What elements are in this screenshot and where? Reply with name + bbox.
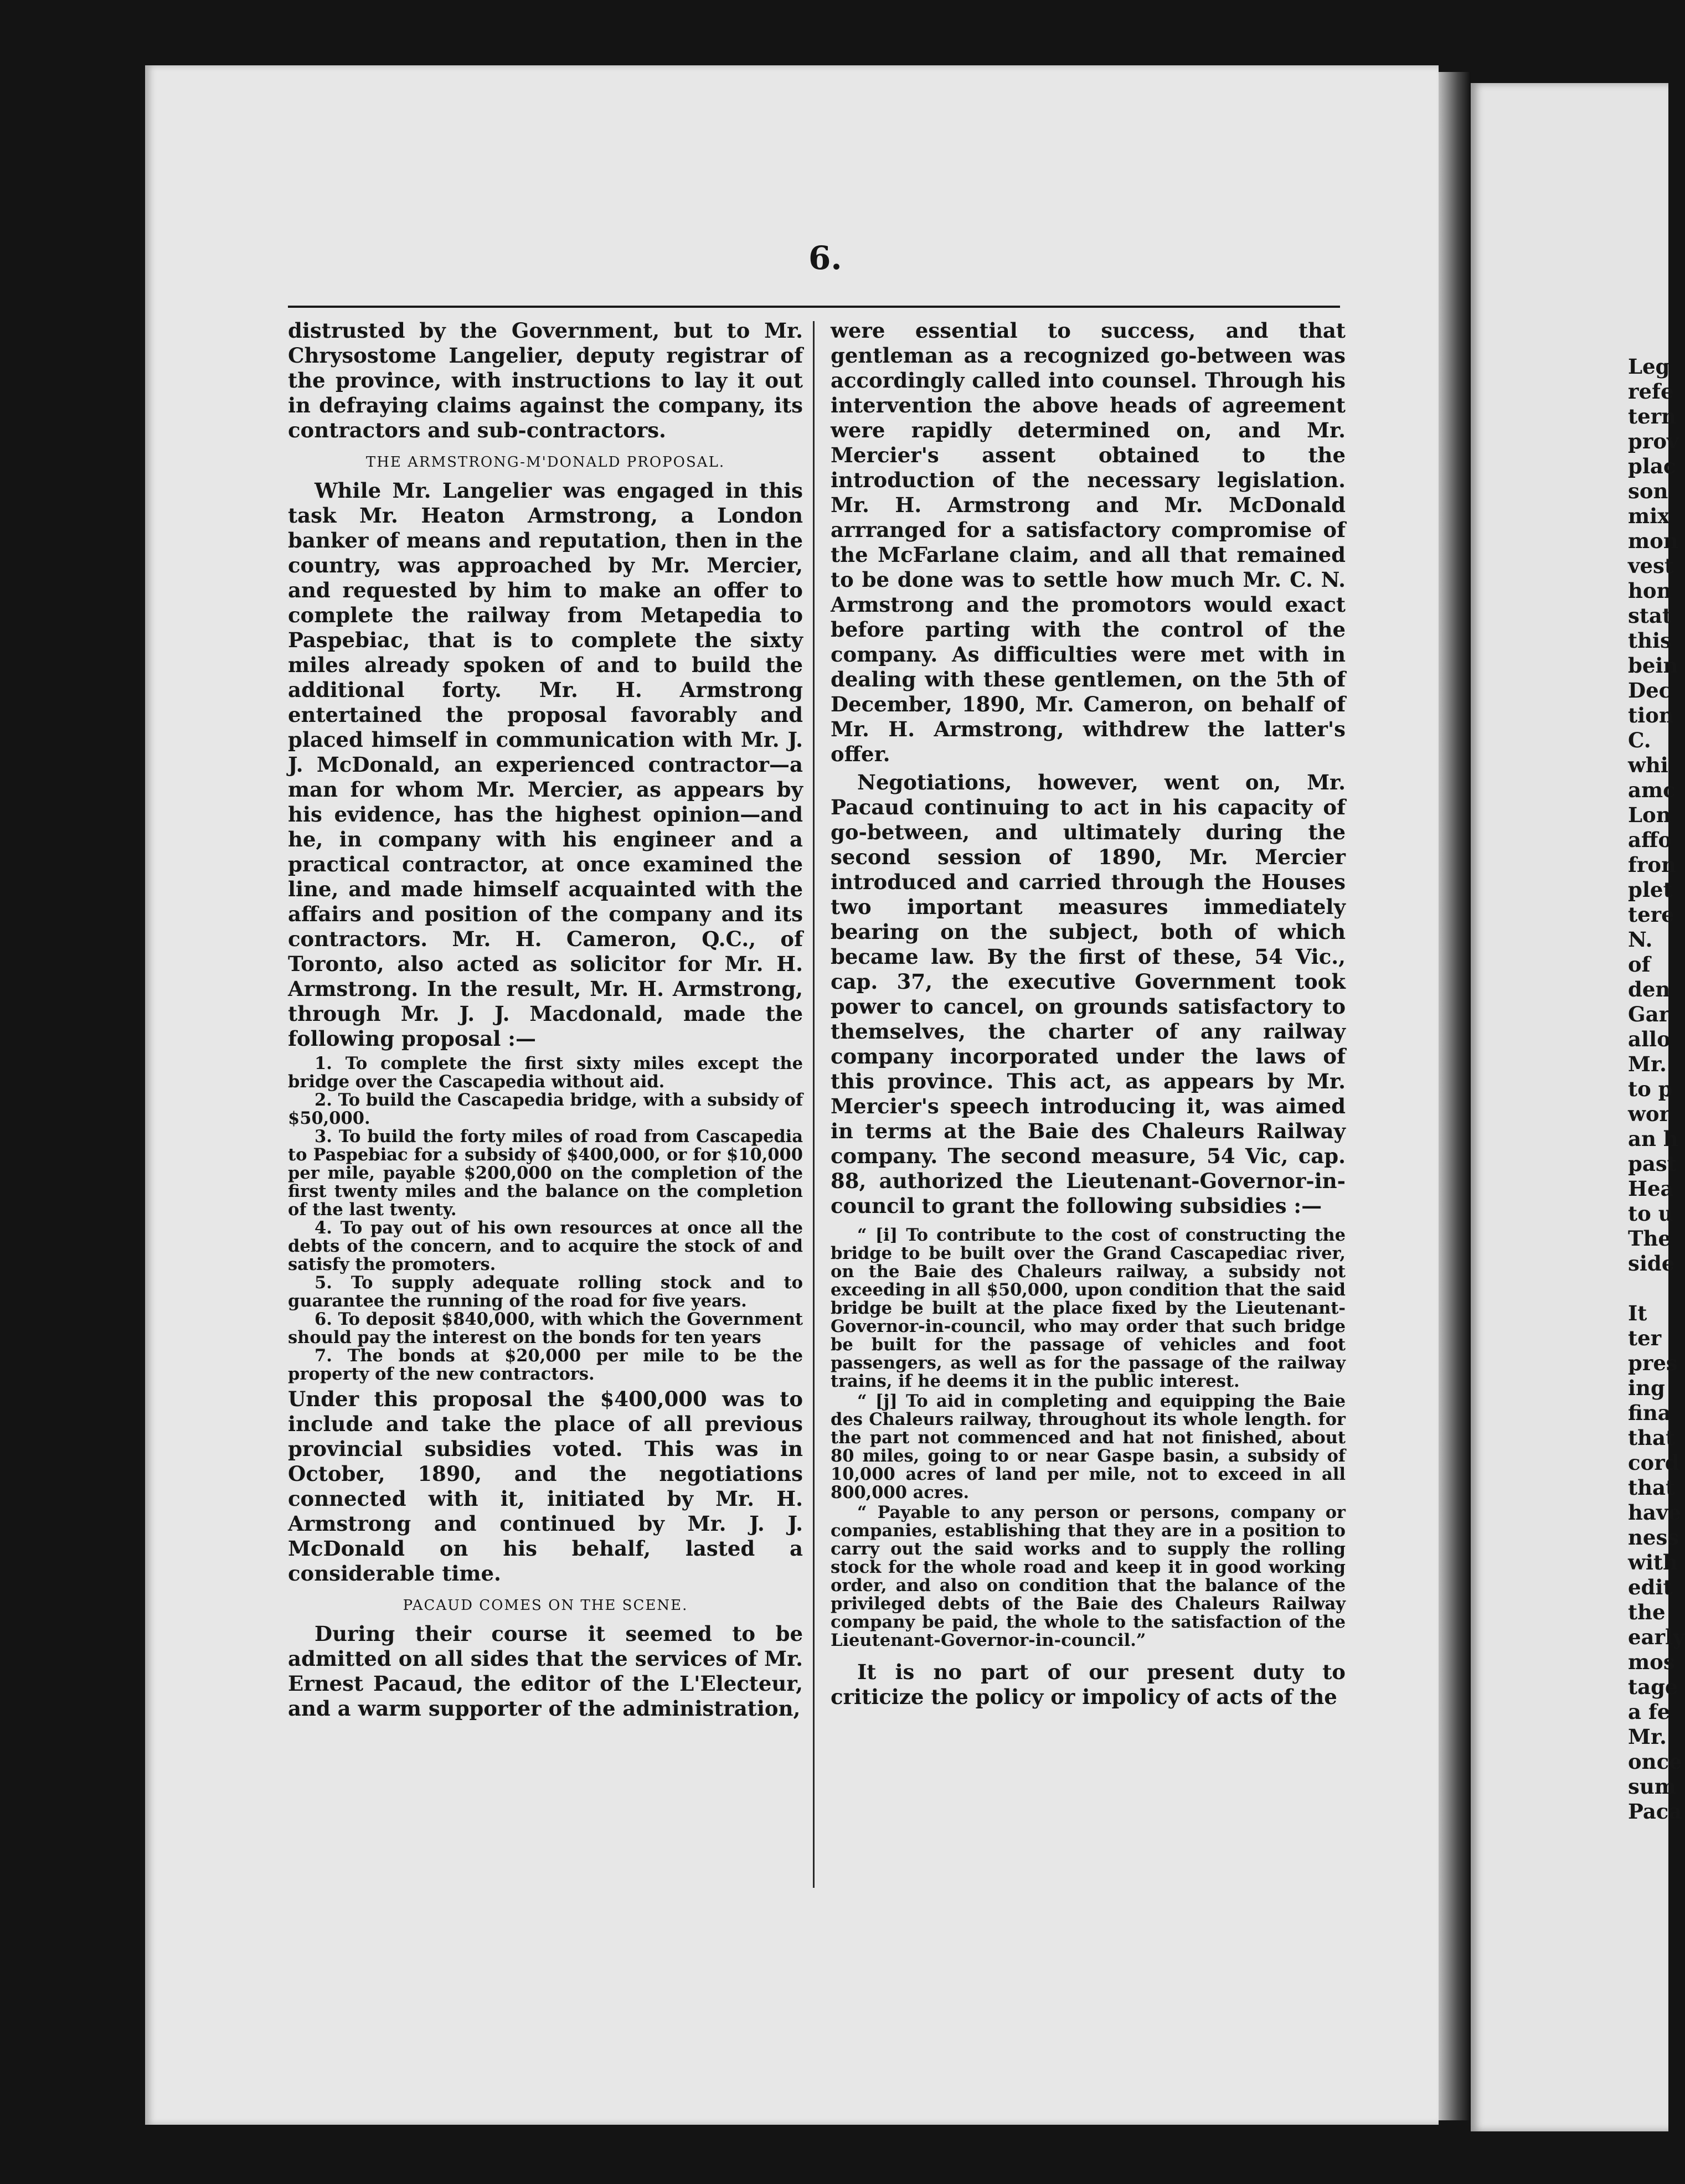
next-page-line: refe: [1628, 379, 1674, 404]
next-page-line: edit: [1628, 1575, 1673, 1599]
next-page-line: mix: [1628, 504, 1670, 528]
intro-paragraph: distrusted by the Government, but to Mr. Chrysostome Langelier, deputy registrar of the province, with instructions to lay it out in defraying claims against the company, its contractors and sub-contractors.: [288, 318, 803, 442]
next-page-line: fina: [1628, 1401, 1671, 1425]
page-fold-shadow: [1439, 72, 1471, 2120]
next-page-line: tern: [1628, 404, 1677, 428]
next-page-line: plet: [1628, 877, 1673, 902]
next-page-line: N.: [1628, 927, 1653, 952]
next-page-line: It: [1628, 1301, 1647, 1325]
next-page-line: mos: [1628, 1650, 1675, 1674]
proposal-item: 6. To deposit $840,000, with which the Government should pay the interest on the bonds for ten years: [288, 1309, 803, 1347]
next-page-line: fron: [1628, 853, 1676, 877]
next-page-line: hon: [1628, 579, 1672, 603]
next-page-line: C.: [1628, 728, 1651, 752]
pacaud-paragraph: During their course it seemed to be admitted on all sides that the services of Mr. Ernest Pacaud, the editor of the L'Electeur, and a warm supporter of the administration,: [288, 1622, 803, 1721]
next-page-line: [1628, 1276, 1668, 1301]
proposal-summary-paragraph: Under this proposal the $400,000 was to include and take the place of all previous provincial subsidies voted. This was in October, 1890, and the negotiations connected with it, initiated by Mr. H. Armstrong and continued by Mr. J. J. McDonald on his behalf, lasted a considerable time.: [288, 1387, 803, 1586]
next-page-line: plac: [1628, 454, 1676, 478]
next-page-line: Hea: [1628, 1176, 1674, 1201]
next-page-line: to p: [1628, 1077, 1673, 1101]
next-page-line: tage: [1628, 1675, 1678, 1699]
next-page-line: amc: [1628, 778, 1676, 802]
next-page-line: The: [1628, 1226, 1671, 1251]
next-page-line: this: [1628, 628, 1672, 653]
next-page-line: Mr.: [1628, 1052, 1667, 1076]
armstrong-paragraph: While Mr. Langelier was engaged in this task Mr. Heaton Armstrong, a London banker of means and reputation, then in the country, was approached by Mr. Mercier, and requested by him to make an offer to complete the railway from Metapedia to Paspebiac, that is to complete the sixty miles already spoken of and to build the additional forty. Mr. H. Armstrong entertained the proposal favorably and placed himself in communication with Mr. J. J. McDonald, an experienced contractor—a man for whom Mr. Mercier, as appears by his evidence, has the highest opinion—and he, in company with his engineer and a practical contractor, at once examined the line, and made himself acquainted with the affairs and position of the company and its contractors. Mr. H. Cameron, Q.C., of Toronto, also acted as solicitor for Mr. H. Armstrong. In the result, Mr. H. Armstrong, through Mr. J. J. Macdonald, made the following proposal :—: [288, 478, 803, 1051]
next-page-line: Paca: [1628, 1799, 1682, 1824]
next-page-line: ness: [1628, 1525, 1679, 1550]
proposal-list: [288, 1055, 803, 1383]
next-page-line: tere: [1628, 902, 1674, 927]
next-page-line: that: [1628, 1426, 1676, 1450]
section-heading-pacaud: PACAUD COMES ON THE SCENE.: [403, 1597, 688, 1614]
negotiations-paragraph: Negotiations, however, went on, Mr. Pacaud continuing to act in his capacity of go-between, and ultimately during the second session of 1890, Mr. Mercier introduced and carried through the Houses two important measures immediately bearing on the subject, both of which became law. By the first of these, 54 Vic., cap. 37, the executive Government took power to cancel, on grounds satisfactory to themselves, the charter of any railway company incorporated under the laws of this province. This act, as appears by Mr. Mercier's speech introducing it, was aimed in terms at the Baie des Chaleurs Railway company. The second measure, 54 Vic, cap. 88, authorized the Lieutenant-Governor-in-council to grant the following subsidies :—: [831, 770, 1346, 1218]
next-page-line: with: [1628, 1550, 1678, 1574]
header-rule: [288, 306, 1340, 308]
next-page-line: son: [1628, 479, 1668, 503]
go-between-paragraph: were essential to success, and that gentleman as a recognized go-between was accordingly called into counsel. Through his intervention the above heads of agreement were rapidly determined on, and Mr. Mercier's assent obtained to the introduction of the necessary legislation. Mr. H. Armstrong and Mr. McDonald arrranged for a satisfactory compromise of the McFarlane claim, and all that remained to be done was to settle how much Mr. C. N. Armstrong and the promotors would exact before parting with the control of the company. As difficulties were met with in dealing with these gentlemen, on the 5th of December, 1890, Mr. Cameron, on behalf of Mr. H. Armstrong, withdrew the latter's offer.: [831, 318, 1346, 766]
proposal-item: 5. To supply adequate rolling stock and to guarantee the running of the road for five years.: [288, 1273, 803, 1311]
next-page-line: pres: [1628, 1351, 1678, 1375]
next-page-line: side: [1628, 1251, 1675, 1276]
next-page-line: Lon: [1628, 803, 1671, 827]
quote-item: “ [j] To aid in completing and equipping the Baie des Chaleurs railway, throughout its whole length. for the part not commenced and hat not finished, about 80 miles, going to or near Gaspe basin, a subsidy of 10,000 acres of land per mile, not to exceed in all 800,000 acres.: [831, 1391, 1346, 1503]
right-column: [831, 318, 1346, 1891]
next-page-line: affo: [1628, 828, 1672, 852]
proposal-item: 2. To build the Cascapedia bridge, with a subsidy of $50,000.: [288, 1090, 803, 1128]
next-page-line: ing: [1628, 1376, 1665, 1400]
next-page-line: Gar: [1628, 1002, 1670, 1026]
next-page-line: past: [1628, 1152, 1677, 1176]
next-page-line: early: [1628, 1625, 1685, 1649]
next-page-line: of: [1628, 952, 1651, 977]
section-heading-armstrong: THE ARMSTRONG-M'DONALD PROPOSAL.: [365, 454, 725, 471]
next-page-line: wor: [1628, 1102, 1671, 1126]
quote-item: “ Payable to any person or persons, company or companies, establishing that they are in a position to carry out the said works and to supply the rolling stock for the whole road and keep it in good working order, and also on condition that the balance of the privileged debts of the Baie des Chaleurs Railway company be paid, the whole to the satisfaction of the Lieutenant-Governor-in-council.”: [831, 1503, 1346, 1650]
column-divider: [813, 321, 815, 1888]
quote-item: “ [i] To contribute to the cost of constructing the bridge to be built over the Grand Cascapediac river, on the Baie des Chaleurs railway, a subsidy not exceeding in all $50,000, upon condition that the said bridge be built at the place fixed by the Lieutenant-Governor-in-council, who may order that such bridge be built for the passage of vehicles and foot passengers, as well as for the passage of the railway trains, if he deems it in the public interest.: [831, 1225, 1346, 1391]
subsidies-quote: [831, 1226, 1346, 1650]
next-page-line: have: [1628, 1500, 1681, 1525]
next-page-line: tion: [1628, 703, 1674, 727]
next-page-line: cord: [1628, 1450, 1679, 1475]
next-page-line: vest: [1628, 554, 1674, 578]
next-page-line: stat: [1628, 603, 1672, 628]
proposal-item: 3. To build the forty miles of road from Cascapedia to Paspebiac for a subsidy of $400,000, or for $10,000 per mile, payable $200,000 on the completion of the first twenty miles and the balance on the completion of the last twenty.: [288, 1127, 803, 1220]
proposal-item: 1. To complete the first sixty miles except the bridge over the Cascapedia without aid.: [288, 1054, 803, 1092]
next-page-line: den: [1628, 977, 1671, 1001]
next-page-line: prov: [1628, 429, 1679, 453]
next-page-line: allo: [1628, 1027, 1671, 1051]
next-page-line: Dec: [1628, 678, 1672, 703]
next-page-line: bein: [1628, 653, 1678, 678]
left-column: [288, 318, 803, 1891]
next-page-line: sum: [1628, 1774, 1676, 1799]
proposal-item: 4. To pay out of his own resources at once all the debts of the concern, and to acquire the stock of and satisfy the promoters.: [288, 1218, 803, 1274]
next-page-line: Mr.: [1628, 1725, 1667, 1749]
next-page-line: to u: [1628, 1201, 1673, 1226]
next-page-line: the: [1628, 1600, 1666, 1624]
next-page-line: that: [1628, 1475, 1676, 1500]
page-number: 6.: [808, 239, 842, 277]
next-page-line: mon: [1628, 529, 1678, 553]
next-page-fragment: [1628, 354, 1685, 1849]
next-page-line: whi: [1628, 753, 1668, 777]
closing-paragraph: It is no part of our present duty to criticize the policy or impolicy of acts of the: [831, 1660, 1346, 1709]
next-page-line: an h: [1628, 1127, 1678, 1151]
next-page-line: once: [1628, 1749, 1682, 1774]
next-page-line: Leg: [1628, 354, 1670, 379]
proposal-item: 7. The bonds at $20,000 per mile to be the property of the new contractors.: [288, 1346, 803, 1384]
next-page-line: ter: [1628, 1326, 1662, 1350]
next-page-line: a fe: [1628, 1700, 1671, 1724]
